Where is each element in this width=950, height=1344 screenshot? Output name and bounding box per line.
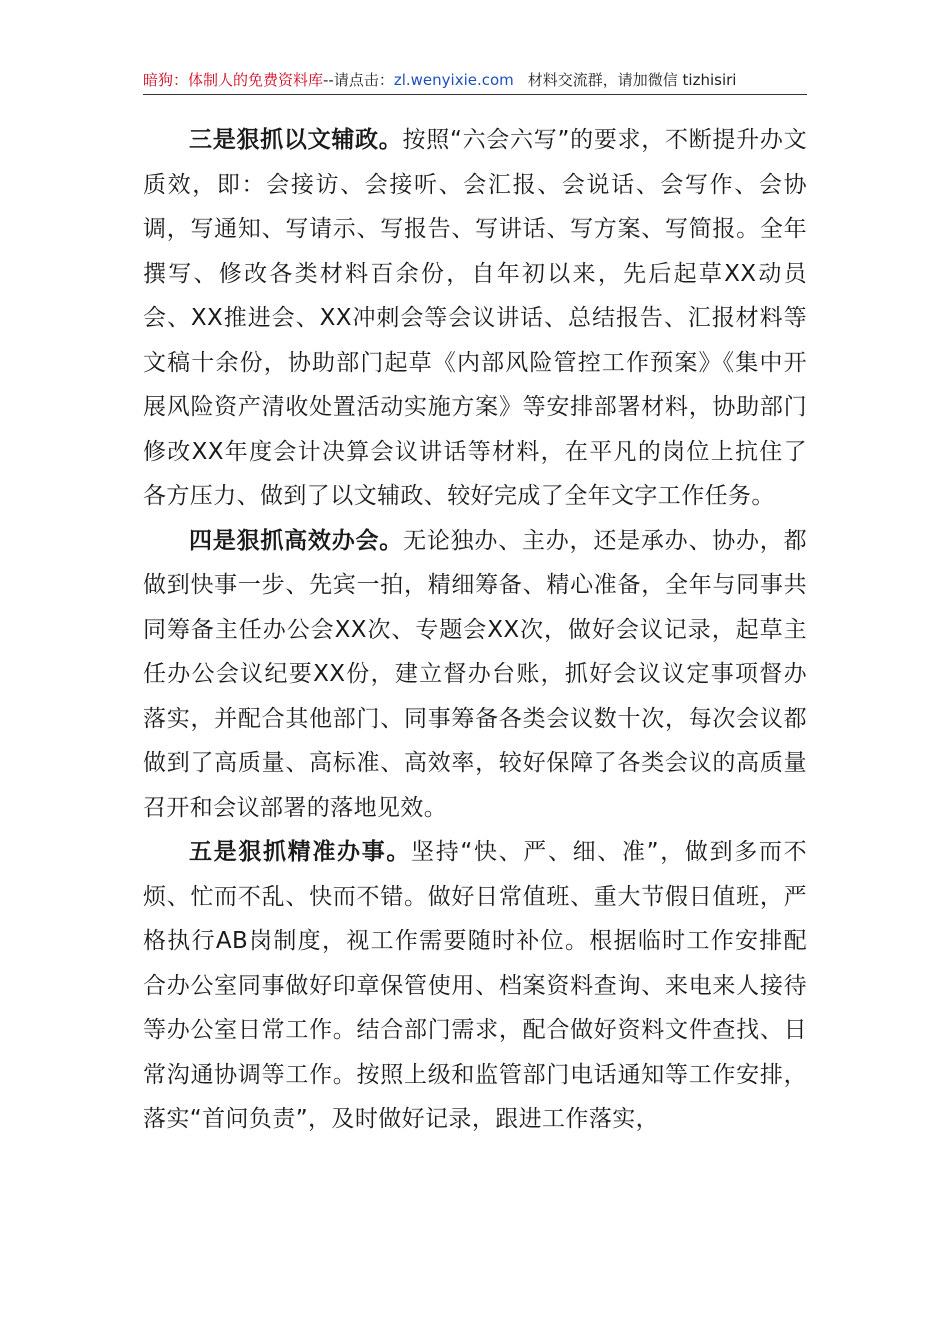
paragraph-3 <box>143 118 807 519</box>
paragraph-5-heading: 五是狠抓精准办事。 <box>189 839 412 865</box>
paragraph-3-heading: 三是狠抓以文辅政。 <box>189 127 403 153</box>
header-group-text: 材料交流群，请加微信 tizhisiri <box>527 71 737 89</box>
header-brand: 暗狗：体制人的免费资料库 <box>143 71 324 89</box>
page-header <box>143 66 807 95</box>
header-site-link[interactable]: zl.wenyixie.com <box>393 71 514 89</box>
paragraph-4-heading: 四是狠抓高效办会。 <box>189 527 404 554</box>
paragraph-3-body: 按照“六会六写”的要求，不断提升办文质效，即：会接访、会接听、会汇报、会说话、会写作、会协调，写通知、写请示、写报告、写讲话、写方案、写简报。全年撰写、修改各类材料百余份，自年初以来，先后起草XX动员会、XX推进会、XX冲刺会等会议讲话、总结报告、汇报材料等文稿十余份，协助部门起草《内部风险管控工作预案》《集中开展风险资产清收处置活动实施方案》等安排部署材料，协助部门修改XX年度会计决算会议讲话等材料，在平凡的岗位上抗住了各方压力、做到了以文辅政、较好完成了全年文字工作任务。 <box>143 127 808 509</box>
document-body <box>143 118 807 1142</box>
paragraph-4-body: 无论独办、主办，还是承办、协办，都做到快事一步、先宾一拍，精细筹备、精心准备，全年与同事共同筹备主任办公会XX次、专题会XX次，做好会议记录，起草主任办公会议纪要XX份，建立督办台账，抓好会议议定事项督办落实，并配合其他部门、同事筹备各类会议数十次，每次会议都做到了高质量、高标准、高效率，较好保障了各类会议的高质量召开和会议部署的落地见效。 <box>143 527 807 821</box>
paragraph-5 <box>143 830 807 1142</box>
paragraph-5-body: 坚持“快、严、细、准”，做到多而不烦、忙而不乱、快而不错。做好日常值班、重大节假日值班，严格执行AB岗制度，视工作需要随时补位。根据临时工作安排配合办公室同事做好印章保管使用、档案资料查询、来电来人接待等办公室日常工作。结合部门需求，配合做好资料文件查找、日常沟通协调等工作。按照上级和监管部门电话通知等工作安排，落实“首问负责”，及时做好记录，跟进工作落实， <box>143 839 807 1132</box>
header-click-prompt: --请点击： <box>323 71 394 89</box>
paragraph-4 <box>143 519 807 831</box>
